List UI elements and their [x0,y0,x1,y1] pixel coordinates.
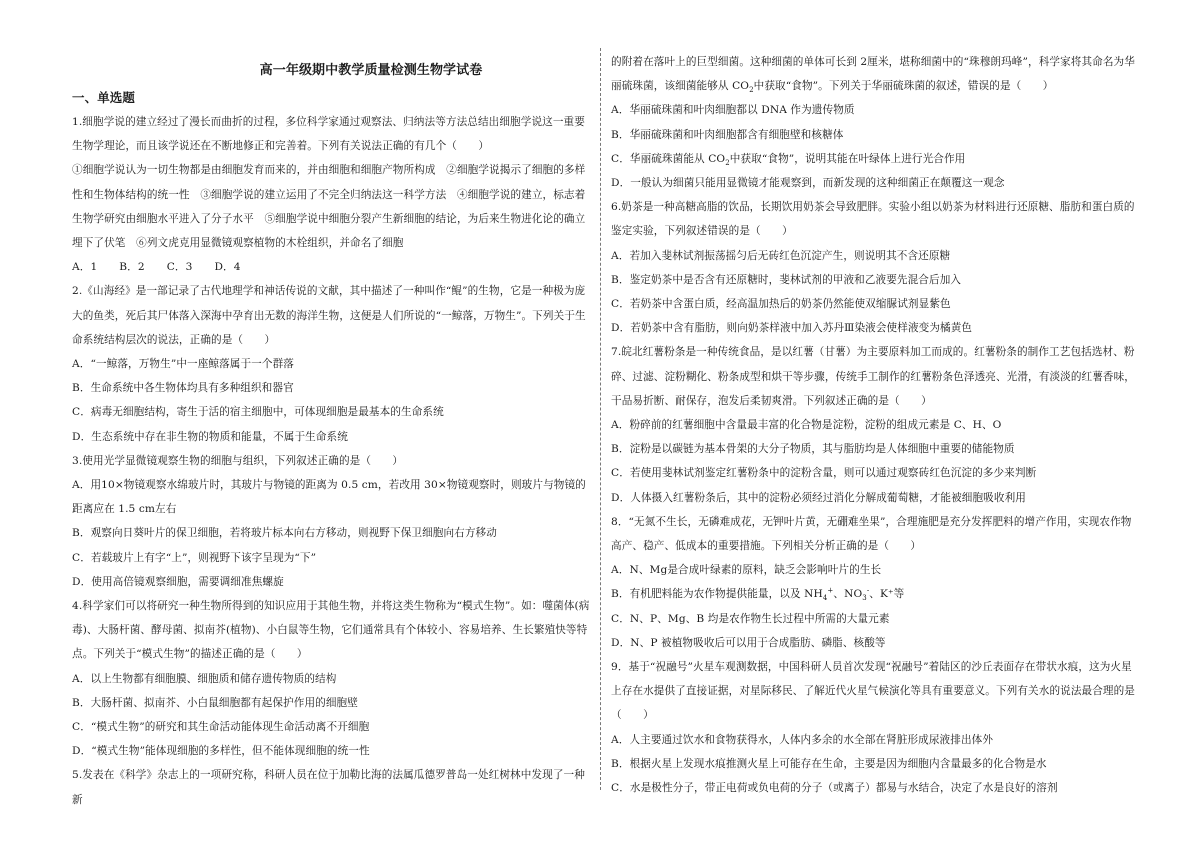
exam-title: 高一年级期中教学质量检测生物学试卷 [259,63,483,78]
option-b: B．鉴定奶茶中是否含有还原糖时，斐林试剂的甲液和乙液要先混合后加入 [611,273,962,286]
question-6 [611,195,1137,340]
option-a: A．1 [72,261,98,274]
option-d: D．生态系统中存在非生物的物质和能量，不属于生命系统 [72,430,348,443]
column-divider [600,48,601,790]
option-text: 中获取“食物”，说明其能在叶绿体上进行光合作用 [729,152,966,165]
question-stem: 7.皖北红薯粉条是一种传统食品，是以红薯（甘薯）为主要原料加工而成的。红薯粉条的制作工艺包括选材、粉碎、过滤、淀粉糊化、粉条成型和烘干等步骤，传统手工制作的红薯粉条色泽透亮、光滑，有淡淡的红薯香味，干品易折断、耐保存，泡发后柔韧爽滑。下列叙述正确的是（ ） [611,346,1135,407]
option-d: D．若奶茶中含有脂肪，则向奶茶样液中加入苏丹Ⅲ染液会使样液变为橘黄色 [611,322,973,335]
option-text: 、K⁺等 [869,588,905,601]
question-8 [611,510,1137,655]
question-stem: 8．“无氮不生长，无磷难成花，无钾叶片黄，无硼难坐果”，合理施肥是充分发挥肥料的增产作用，实现农作物高产、稳产、低成本的重要措施。下列相关分析正确的是（ ） [611,515,1132,553]
option-b: B．生命系统中各生物体均具有多种组织和器官 [72,382,294,395]
question-body: ①细胞学说认为一切生物都是由细胞发育而来的，并由细胞和细胞产物所构成 ②细胞学说揭示了细胞的多样性和生物体结构的统一性 ③细胞学说的建立运用了不完全归纳法这一科学方法 ④细胞学说的建立，标志着生物学研究由细胞水平进入了分子水平 ⑤细胞学说中细胞分裂产生新细胞的结论，为后来生物进化论的确立埋下了伏笔 ⑥列文虎克用显微镜观察植物的木栓组织，并命名了细胞 [72,164,586,250]
option-d: D．“模式生物”能体现细胞的多样性，但不能体现细胞的统一性 [72,745,370,758]
option-row [72,255,590,279]
option-b: B．淀粉是以碳链为基本骨架的大分子物质，其与脂肪均是人体细胞中重要的储能物质 [611,443,1015,456]
option-b: B．华丽硫珠菌和叶肉细胞都含有细胞壁和核糖体 [611,128,844,141]
option-b: B．大肠杆菌、拟南芥、小白鼠细胞都有起保护作用的细胞壁 [72,696,358,709]
option-a: A．以上生物都有细胞膜、细胞质和储存遗传物质的结构 [72,672,337,685]
superscript: + [827,586,834,595]
question-stem: 4.科学家们可以将研究一种生物所得到的知识应用于其他生物，并将这类生物称为“模式生物”。如：噬菌体(病毒)、大肠杆菌、酵母菌、拟南芥(植物)、小白鼠等生物，它们通常具有个体较小、容易培养、生长繁殖快等特点。下列关于“模式生物”的描述正确的是（ ） [72,600,590,661]
option-text: 、NO [833,588,863,601]
option-d: D．N、P 被植物吸收后可以用于合成脂肪、磷脂、核酸等 [611,636,886,649]
option-d: D．4 [214,261,241,274]
option-a: A．华丽硫珠菌和叶肉细胞都以 DNA 作为遗传物质 [611,104,855,117]
option-a: A．若加入斐林试剂振荡摇匀后无砖红色沉淀产生，则说明其不含还原糖 [611,249,951,262]
question-2 [72,279,590,448]
right-column [611,50,1137,800]
question-stem: 5.发表在《科学》杂志上的一项研究称，科研人员在位于加勒比海的法属瓜德罗普岛一处红树林中发现了一种新 [72,769,585,806]
question-1 [72,110,590,279]
option-a: A．人主要通过饮水和食物获得水，人体内多余的水全部在肾脏形成尿液排出体外 [611,733,994,746]
option-c: C．3 [166,261,193,274]
question-stem: 1.细胞学说的建立经过了漫长而曲折的过程，多位科学家通过观察法、归纳法等方法总结出细胞学说这一重要生物学理论，而且该学说还在不断地修正和完善着。下列有关说法正确的有几个（ ） [72,116,585,153]
stem-text: 中获取“食物”。下列关于华丽硫珠菌的叙述，错误的是（ ） [753,80,1054,93]
question-stem: 6.奶茶是一种高糖高脂的饮品，长期饮用奶茶会导致肥胖。实验小组以奶茶为材料进行还原糖、脂肪和蛋白质的鉴定实验，下列叙述错误的是（ ） [611,201,1135,238]
option-d: D．使用高倍镜观察细胞，需要调细准焦螺旋 [72,575,284,588]
question-stem: 3.使用光学显微镜观察生物的细胞与组织，下列叙述正确的是（ ） [72,454,404,467]
option-c: C．水是极性分子，带正电荷或负电荷的分子（或离子）都易与水结合，决定了水是良好的溶剂 [611,782,1058,795]
option-c: C．N、P、Mg、B 均是农作物生长过程中所需的大量元素 [611,612,890,625]
question-3 [72,449,590,594]
superscript: - [866,586,870,595]
question-stem: 2.《山海经》是一部记录了古代地理学和神话传说的文献，其中描述了一种叫作“鲲”的生物，它是一种极为庞大的鱼类，死后其尸体落入深海中孕育出无数的海洋生物，这便是人们所说的“一鲸落，万物生”。下列关于生命系统结构层次的说法，正确的是（ ） [72,285,586,346]
option-b: B．2 [119,261,145,274]
question-4 [72,594,590,763]
option-c: C．若使用斐林试剂鉴定红薯粉条中的淀粉含量，则可以通过观察砖红色沉淀的多少来判断 [611,467,1037,480]
option-b: B．根据火星上发现水痕推测火星上可能存在生命，主要是因为细胞内含量最多的化合物是水 [611,757,1047,770]
subscript: 4 [822,594,828,603]
question-5-continued [611,50,1137,195]
option-a: A．粉碎前的红薯细胞中含量最丰富的化合物是淀粉，淀粉的组成元素是 C、H、O [611,419,1002,432]
option-d: D．人体摄入红薯粉条后，其中的淀粉必须经过消化分解成葡萄糖，才能被细胞吸收利用 [611,491,1026,504]
option-text: B．有机肥料能为农作物提供能量，以及 NH [611,588,823,601]
option-a: A．“一鲸落，万物生”中一座鲸落属于一个群落 [72,358,294,371]
option-c: C．若载玻片上有字“上”，则视野下该字呈现为“下” [72,551,317,564]
question-stem: 9．基于“祝融号”火星车观测数据，中国科研人员首次发现“祝融号”着陆区的沙丘表面存在带状水痕，这为火星上存在水提供了直接证据，对星际移民、了解近代火星气候演化等具有重要意义。下列有关水的说法最合理的是（ ） [611,661,1135,722]
option-a: A．N、Mg是合成叶绿素的原料，缺乏会影响叶片的生长 [611,564,882,577]
option-c: C．病毒无细胞结构，寄生于活的宿主细胞中，可体现细胞是最基本的生命系统 [72,406,444,419]
stem-text: 的附着在落叶上的巨型细菌。这种细菌的单体可长到 2厘米，堪称细菌中的“珠穆朗玛峰”，科学家将其命名为华丽硫珠菌，该细菌能够从 CO [611,56,1135,93]
option-b [611,582,1137,606]
subscript: 2 [725,158,730,167]
question-stem [611,50,1137,98]
option-c: C．“模式生物”的研究和其生命活动能体现生命活动离不开细胞 [72,721,370,734]
option-b: B．观察向日葵叶片的保卫细胞，若将玻片标本向右方移动，则视野下保卫细胞向右方移动 [72,527,497,540]
option-a: A．用10×物镜观察水绵玻片时，其玻片与物镜的距离为 0.5 cm，若改用 30×物镜观察时，则玻片与物镜的距离应在 1.5 cm左右 [72,479,586,516]
left-column [72,60,590,812]
option-c [611,147,1137,171]
subscript: 3 [862,594,867,603]
option-c: C．若奶茶中含蛋白质，经高温加热后的奶茶仍然能使双缩脲试剂显紫色 [611,298,951,311]
option-text: C．华丽硫珠菌能从 CO [611,152,726,165]
option-d: D．一般认为细菌只能用显微镜才能观察到，而新发现的这种细菌正在颠覆这一观念 [611,177,1005,190]
section-heading: 一、单选题 [72,90,136,105]
question-7 [611,340,1137,509]
question-9 [611,655,1137,800]
subscript: 2 [749,86,754,95]
question-5 [72,763,590,811]
